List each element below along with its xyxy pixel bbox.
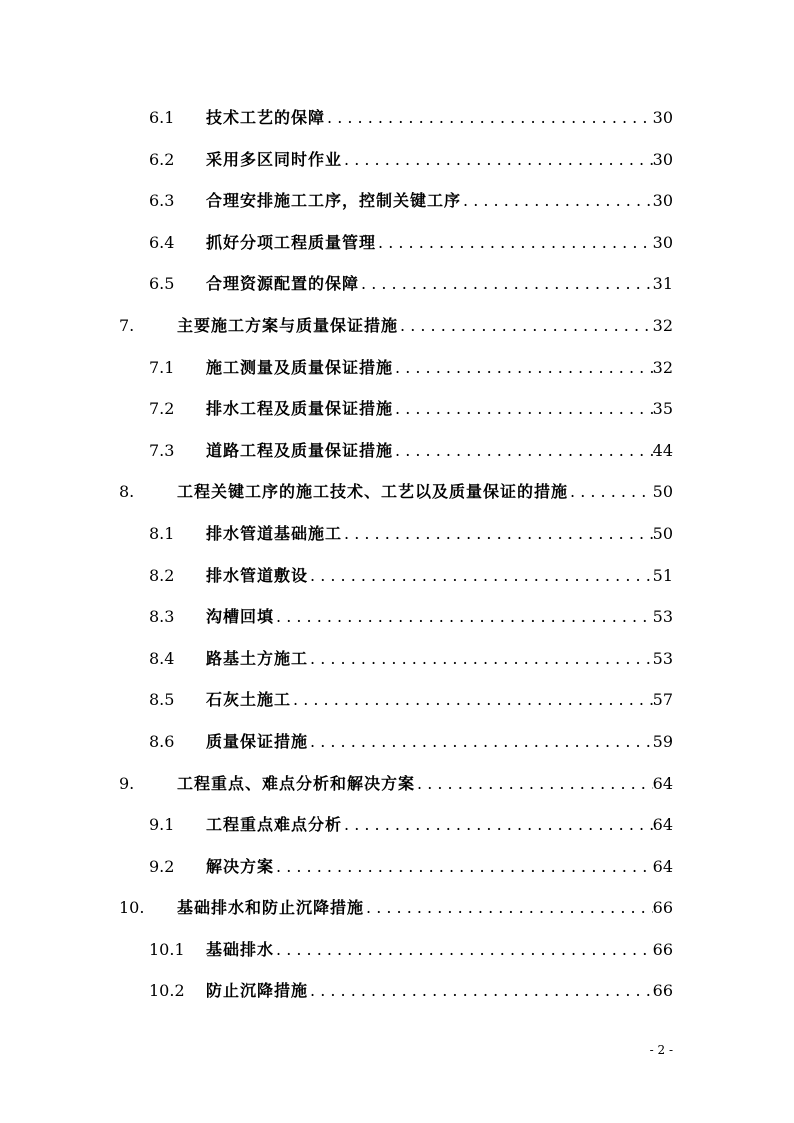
dot-leader xyxy=(308,731,653,753)
toc-entry-title: 沟槽回填 xyxy=(206,607,275,627)
toc-entry[interactable] xyxy=(0,638,794,680)
toc-entry-title: 路基土方施工 xyxy=(206,648,309,668)
dot-leader xyxy=(364,897,653,919)
dot-leader xyxy=(308,565,653,587)
dot-leader xyxy=(274,606,653,628)
toc-entry-page: 30 xyxy=(652,191,673,211)
dot-leader xyxy=(415,773,653,795)
toc-entry-number: 8.4 xyxy=(149,648,175,668)
toc-entry-page: 64 xyxy=(652,773,673,793)
toc-entry-line xyxy=(206,606,673,628)
toc-entry[interactable] xyxy=(0,471,794,513)
toc-entry-line xyxy=(206,232,673,254)
toc-entry[interactable] xyxy=(0,180,794,222)
toc-entry-title: 抓好分项工程质量管理 xyxy=(206,232,377,252)
toc-entry-title: 工程重点难点分析 xyxy=(206,815,343,835)
dot-leader xyxy=(393,398,653,420)
toc-entry[interactable] xyxy=(0,139,794,181)
toc-entry-page: 44 xyxy=(652,440,673,460)
dot-leader xyxy=(393,357,653,379)
toc-entry-line xyxy=(206,856,673,878)
toc-entry[interactable] xyxy=(0,804,794,846)
dot-leader xyxy=(342,814,653,836)
toc-entry-title: 排水管道基础施工 xyxy=(206,523,343,543)
toc-entry[interactable] xyxy=(0,679,794,721)
toc-entry-page: 51 xyxy=(652,565,673,585)
toc-entry-line xyxy=(206,980,673,1002)
toc-entry-page: 31 xyxy=(652,274,673,294)
toc-entry-page: 30 xyxy=(652,149,673,169)
toc-entry[interactable] xyxy=(0,721,794,763)
toc-entry-title: 合理资源配置的保障 xyxy=(206,274,360,294)
toc-entry-number: 6.2 xyxy=(149,149,175,169)
toc-entry-number: 9.1 xyxy=(149,815,175,835)
toc-entry-title: 排水工程及质量保证措施 xyxy=(206,399,394,419)
dot-leader xyxy=(342,149,653,171)
dot-leader xyxy=(274,939,653,961)
toc-entry-number: 8.3 xyxy=(149,607,175,627)
toc-entry[interactable] xyxy=(0,263,794,305)
toc-entry-page: 66 xyxy=(652,981,673,1001)
toc-entry-line xyxy=(177,481,673,503)
toc-entry[interactable] xyxy=(0,763,794,805)
toc-entry-number: 8.2 xyxy=(149,565,175,585)
toc-entry-line xyxy=(206,648,673,670)
dot-leader xyxy=(308,980,653,1002)
toc-entry-number: 6.5 xyxy=(149,274,175,294)
toc-entry-title: 质量保证措施 xyxy=(206,731,309,751)
toc-entry-line xyxy=(206,731,673,753)
toc-entry[interactable] xyxy=(0,347,794,389)
dot-leader xyxy=(342,523,653,545)
toc-entry[interactable] xyxy=(0,596,794,638)
toc-entry-title: 石灰土施工 xyxy=(206,690,292,710)
toc-entry-line xyxy=(206,814,673,836)
toc-entry-number: 10.1 xyxy=(149,939,185,959)
toc-entry-page: 59 xyxy=(652,731,673,751)
toc-entry-line xyxy=(177,773,673,795)
toc-entry[interactable] xyxy=(0,97,794,139)
toc-entry-page: 66 xyxy=(652,898,673,918)
toc-entry-number: 9. xyxy=(119,773,135,793)
dot-leader xyxy=(291,689,653,711)
toc-entry[interactable] xyxy=(0,513,794,555)
toc-entry-title: 工程关键工序的施工技术、工艺以及质量保证的措施 xyxy=(177,482,569,502)
dot-leader xyxy=(568,481,653,503)
toc-entry-line xyxy=(206,190,673,212)
toc-entry-page: 64 xyxy=(652,856,673,876)
toc-entry-page: 53 xyxy=(652,648,673,668)
toc-entry-page: 64 xyxy=(652,815,673,835)
toc-entry[interactable] xyxy=(0,388,794,430)
toc-entry-number: 7.2 xyxy=(149,399,175,419)
toc-entry-line xyxy=(206,939,673,961)
dot-leader xyxy=(274,856,653,878)
toc-entry[interactable] xyxy=(0,887,794,929)
toc-entry-title: 道路工程及质量保证措施 xyxy=(206,440,394,460)
toc-entry-number: 6.3 xyxy=(149,191,175,211)
toc-entry-number: 8.1 xyxy=(149,523,175,543)
toc-entry[interactable] xyxy=(0,305,794,347)
toc-entry-line xyxy=(206,357,673,379)
toc-entry-number: 8.5 xyxy=(149,690,175,710)
toc-entry-line xyxy=(206,523,673,545)
toc-entry-line xyxy=(177,315,673,337)
toc-entry-line xyxy=(206,398,673,420)
toc-entry-number: 6.4 xyxy=(149,232,175,252)
toc-entry-number: 7.1 xyxy=(149,357,175,377)
toc-entry-page: 50 xyxy=(652,482,673,502)
dot-leader xyxy=(325,107,653,129)
toc-entry[interactable] xyxy=(0,846,794,888)
dot-leader xyxy=(376,232,653,254)
toc-entry-number: 10.2 xyxy=(149,981,185,1001)
toc-entry-number: 10. xyxy=(119,898,145,918)
table-of-contents xyxy=(0,97,794,1012)
toc-entry-line xyxy=(206,273,673,295)
toc-entry-page: 32 xyxy=(652,357,673,377)
toc-entry-page: 35 xyxy=(652,399,673,419)
toc-entry-number: 6.1 xyxy=(149,108,175,127)
toc-entry-title: 技术工艺的保障 xyxy=(206,108,326,127)
toc-entry-title: 防止沉降措施 xyxy=(206,981,309,1001)
toc-entry-title: 排水管道敷设 xyxy=(206,565,309,585)
toc-entry-line xyxy=(206,149,673,171)
toc-entry-number: 8. xyxy=(119,482,135,502)
toc-entry[interactable] xyxy=(0,222,794,264)
dot-leader xyxy=(398,315,653,337)
dot-leader xyxy=(393,440,653,462)
toc-entry-number: 7. xyxy=(119,315,135,335)
toc-entry-title: 施工测量及质量保证措施 xyxy=(206,357,394,377)
dot-leader xyxy=(461,190,653,212)
dot-leader xyxy=(359,273,653,295)
dot-leader xyxy=(308,648,653,670)
toc-entry[interactable] xyxy=(0,430,794,472)
toc-entry-number: 9.2 xyxy=(149,856,175,876)
toc-entry-title: 基础排水和防止沉降措施 xyxy=(177,898,365,918)
page-number: - 2 - xyxy=(649,1043,673,1057)
toc-entry-number: 8.6 xyxy=(149,731,175,751)
toc-entry-line xyxy=(206,689,673,711)
toc-entry-title: 工程重点、难点分析和解决方案 xyxy=(177,773,416,793)
toc-entry-page: 66 xyxy=(652,939,673,959)
toc-entry-page: 32 xyxy=(652,315,673,335)
toc-entry-page: 30 xyxy=(652,108,673,127)
toc-entry-line xyxy=(206,107,673,129)
toc-entry-number: 7.3 xyxy=(149,440,175,460)
toc-entry-page: 50 xyxy=(652,523,673,543)
toc-entry-page: 57 xyxy=(652,690,673,710)
toc-entry[interactable] xyxy=(0,970,794,1012)
toc-entry-title: 基础排水 xyxy=(206,939,275,959)
toc-entry-title: 合理安排施工工序，控制关键工序 xyxy=(206,191,462,211)
toc-entry-page: 53 xyxy=(652,607,673,627)
toc-entry[interactable] xyxy=(0,929,794,971)
toc-entry-page: 30 xyxy=(652,232,673,252)
toc-entry-line xyxy=(206,565,673,587)
toc-entry-title: 采用多区同时作业 xyxy=(206,149,343,169)
toc-entry-line xyxy=(177,897,673,919)
toc-entry-title: 解决方案 xyxy=(206,856,275,876)
toc-entry-line xyxy=(206,440,673,462)
toc-entry[interactable] xyxy=(0,555,794,597)
toc-entry-title: 主要施工方案与质量保证措施 xyxy=(177,315,399,335)
